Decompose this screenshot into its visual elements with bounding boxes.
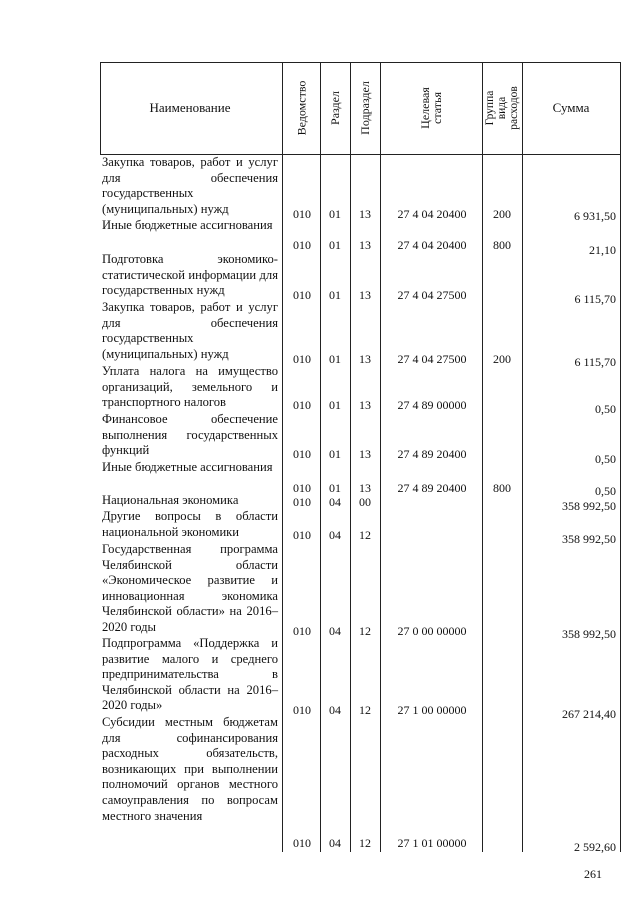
row-summa: 6 115,70 [574, 355, 616, 369]
row-name: Финансовое обеспечение выполнения государственных функций [102, 412, 278, 458]
header-vedomstvo-cell [282, 62, 320, 154]
row-razdel: 04 [329, 624, 341, 638]
row-podrazdel: 13 [359, 398, 371, 412]
row-celevaya: 27 4 04 27500 [397, 288, 467, 302]
row-celevaya: 27 1 00 00000 [397, 703, 467, 717]
row-summa: 358 992,50 [562, 532, 616, 546]
header-razdel-cell [320, 62, 350, 154]
header-gruppa: Группа вида расходов [484, 86, 520, 130]
row-razdel: 01 [329, 288, 341, 302]
row-vedomstvo: 010 [293, 398, 311, 412]
row-gruppa: 800 [493, 238, 511, 252]
column-rule [282, 62, 283, 852]
row-vedomstvo: 010 [293, 447, 311, 461]
row-celevaya: 27 4 89 00000 [397, 398, 467, 412]
row-name: Подпрограмма «Поддержка и развитие малого и среднего предпринимательства в Челябинской области на 2016–2020 годы» [102, 636, 278, 713]
header-podrazdel-cell [350, 62, 380, 154]
row-podrazdel: 13 [359, 207, 371, 221]
header-vedomstvo: Ведомство [294, 80, 309, 136]
row-celevaya: 27 0 00 00000 [397, 624, 467, 638]
row-summa: 6 115,70 [574, 292, 616, 306]
row-razdel: 04 [329, 528, 341, 542]
row-podrazdel: 00 [359, 495, 371, 509]
row-razdel: 01 [329, 481, 341, 495]
column-rule [482, 62, 483, 852]
column-rule [620, 62, 621, 852]
row-razdel: 01 [329, 447, 341, 461]
row-summa: 0,50 [595, 402, 616, 416]
row-summa: 0,50 [595, 484, 616, 498]
row-vedomstvo: 010 [293, 481, 311, 495]
row-razdel: 04 [329, 495, 341, 509]
row-podrazdel: 13 [359, 447, 371, 461]
column-rule [380, 62, 381, 852]
row-podrazdel: 13 [359, 288, 371, 302]
row-name: Национальная экономика [102, 493, 239, 507]
row-summa: 267 214,40 [562, 707, 616, 721]
row-vedomstvo: 010 [293, 288, 311, 302]
header-summa: Сумма [552, 100, 590, 115]
row-celevaya: 27 4 04 20400 [397, 238, 467, 252]
header-name: Наименование [149, 100, 231, 115]
row-razdel: 01 [329, 398, 341, 412]
row-name: Уплата налога на имущество организаций, земельного и транспортного налогов [102, 364, 278, 410]
row-celevaya: 27 4 89 20400 [397, 447, 467, 461]
row-gruppa: 200 [493, 207, 511, 221]
row-gruppa: 800 [493, 481, 511, 495]
header-gruppa-cell [482, 62, 522, 154]
row-summa: 358 992,50 [562, 499, 616, 513]
row-podrazdel: 13 [359, 238, 371, 252]
row-name: Субсидии местным бюджетам для софинансирования расходных обязательств, возникающих при выполнении полномочий органов местного самоуправления по вопросам местного значения [102, 715, 278, 823]
row-name: Подготовка экономико-статистической информации для государственных нужд [102, 252, 278, 298]
row-vedomstvo: 010 [293, 703, 311, 717]
header-celevaya-cell [380, 62, 482, 154]
row-summa: 358 992,50 [562, 627, 616, 641]
row-name: Иные бюджетные ассигнования [102, 460, 273, 474]
row-summa: 6 931,50 [574, 209, 616, 223]
row-name: Другие вопросы в области национальной экономики [102, 509, 278, 539]
column-rule [522, 62, 523, 852]
row-razdel: 04 [329, 836, 341, 850]
row-summa: 21,10 [589, 243, 616, 257]
row-name: Закупка товаров, работ и услуг для обеспечения государственных (муниципальных) нужд [102, 300, 278, 361]
row-podrazdel: 12 [359, 624, 371, 638]
row-razdel: 01 [329, 238, 341, 252]
row-vedomstvo: 010 [293, 352, 311, 366]
row-vedomstvo: 010 [293, 836, 311, 850]
row-name: Закупка товаров, работ и услуг для обеспечения государственных (муниципальных) нужд [102, 155, 278, 216]
row-podrazdel: 12 [359, 836, 371, 850]
row-celevaya: 27 4 04 27500 [397, 352, 467, 366]
row-name: Государственная программа Челябинской области «Экономическое развитие и инновационная экономика Челябинской области» на 2016–2020 годы [102, 542, 278, 634]
header-podrazdel: Подраздел [358, 81, 373, 135]
row-vedomstvo: 010 [293, 238, 311, 252]
row-podrazdel: 13 [359, 481, 371, 495]
row-vedomstvo: 010 [293, 495, 311, 509]
row-podrazdel: 12 [359, 703, 371, 717]
row-summa: 2 592,60 [574, 840, 616, 854]
row-celevaya: 27 4 04 20400 [397, 207, 467, 221]
row-razdel: 01 [329, 207, 341, 221]
row-celevaya: 27 1 01 00000 [397, 836, 467, 850]
header-razdel: Раздел [328, 91, 343, 125]
row-podrazdel: 13 [359, 352, 371, 366]
row-podrazdel: 12 [359, 528, 371, 542]
row-gruppa: 200 [493, 352, 511, 366]
row-summa: 0,50 [595, 452, 616, 466]
row-razdel: 01 [329, 352, 341, 366]
row-razdel: 04 [329, 703, 341, 717]
row-vedomstvo: 010 [293, 624, 311, 638]
row-name: Иные бюджетные ассигнования [102, 218, 273, 232]
row-celevaya: 27 4 89 20400 [397, 481, 467, 495]
header-celevaya: Целевая статья [418, 87, 444, 129]
row-vedomstvo: 010 [293, 207, 311, 221]
page-number: 261 [584, 867, 602, 881]
row-vedomstvo: 010 [293, 528, 311, 542]
